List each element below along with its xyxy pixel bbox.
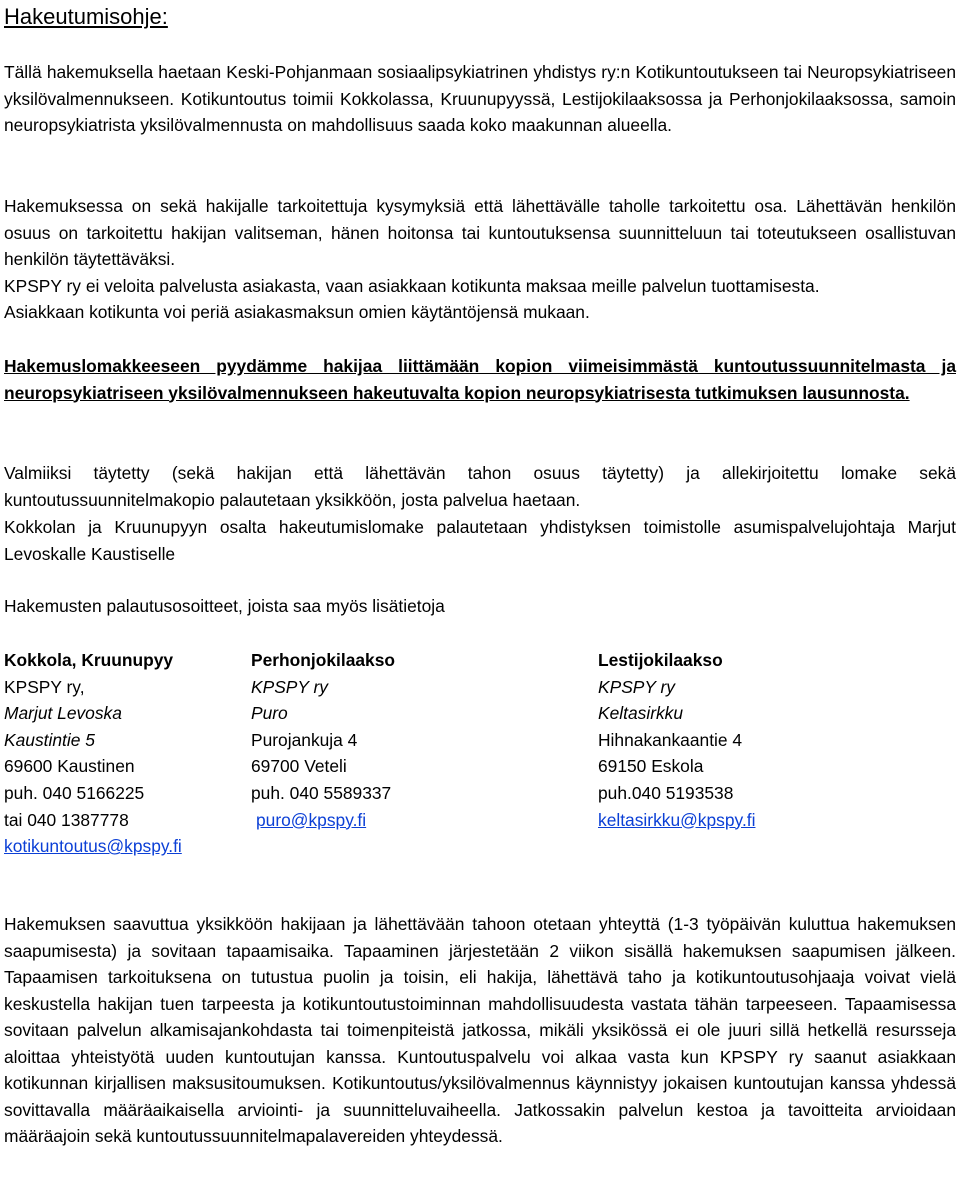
office-email-link[interactable]: keltasirkku@kpspy.fi	[598, 809, 756, 830]
office-name: Lestijokilaakso	[598, 650, 723, 670]
office-org: KPSPY ry,	[4, 676, 85, 697]
office-postal: 69600 Kaustinen	[4, 756, 135, 777]
kokkola-return-instructions: Kokkolan ja Kruunupyyn osalta hakeutumislomake palautetaan yhdistyksen toimistolle asumispalvelujohtaja Marjut Levoskalle Kaustiselle	[4, 517, 956, 564]
office-name: Perhonjokilaakso	[251, 650, 396, 670]
office-org: KPSPY ry	[598, 676, 676, 697]
office-postal: 69700 Veteli	[251, 756, 347, 777]
office-contact: Puro	[251, 703, 288, 724]
office-contact: Keltasirkku	[598, 703, 684, 724]
office-contact: Marjut Levoska	[4, 703, 122, 724]
office-street: Purojankuja 4	[251, 729, 358, 750]
sender-info-paragraph: Hakemuksessa on sekä hakijalle tarkoitettuja kysymyksiä että lähettävälle taholle tarkoitettu osa. Lähettävän henkilön osuus on tarkoitettu hakijan valitseman, hänen hoitonsa tai kuntoutuksensa suunnitteluun tai toteutukseen osallistuvan henkilön täytettäväksi.	[4, 196, 956, 269]
process-paragraph: Hakemuksen saavuttua yksikköön hakijaan ja lähettävään tahoon otetaan yhteyttä (1-3 työpäivän kuluttua hakemuksen saapumisesta) ja sovitaan tapaamisaika. Tapaaminen järjestetään 2 viikon sisällä hakemuksen saapumisen jälkeen. Tapaamisen tarkoituksena on tutustua puolin ja toisin, eli hakija, lähettävä taho ja kotikuntoutusohjaaja voivat vielä keskustella hakijan tuen tarpeesta ja kotikuntoutustoiminnan mahdollisuudesta vastata tähän tarpeeseen. Tapaamisessa sovitaan palvelun alkamisajankohdasta tai toimenpiteistä jatkossa, mikäli yksikössä ei ole juuri sillä hetkellä resursseja aloittaa yhteistyötä uuden kuntoutujan kanssa. Kuntoutuspalvelu voi alkaa vasta kun KPSPY ry saanut asiakkaan kotikunnan kirjallisen maksusitoumuksen. Kotikuntoutus/yksilövalmennus käynnistyy jokaisen kuntoutujan kanssa yhdessä sovittavalla määräaikaisella arviointi- ja suunnitteluvaiheella. Jatkossakin palvelun kestoa ja tavoitteita arvioidaan määräajoin sekä kuntoutussuunnitelmapalavereiden yhteydessä.	[4, 914, 956, 1146]
intro-paragraph: Tällä hakemuksella haetaan Keski-Pohjanmaan sosiaalipsykiatrinen yhdistys ry:n Kotikuntoutukseen tai Neuropsykiatriseen yksilövalmennukseen. Kotikuntoutus toimii Kokkolassa, Kruunupyyssä, Lestijokilaaksossa ja Perhonjokilaaksossa, samoin neuropsykiatrista yksilövalmennusta on mahdollisuus saada koko maakunnan alueella.	[4, 62, 956, 135]
office-phone: puh. 040 5589337	[251, 782, 392, 803]
office-name: Kokkola, Kruunupyy	[4, 650, 174, 670]
client-fee-paragraph: Asiakkaan kotikunta voi periä asiakasmaksun omien käytäntöjensä mukaan.	[4, 302, 590, 322]
billing-paragraph: KPSPY ry ei veloita palvelusta asiakasta, vaan asiakkaan kotikunta maksaa meille palvelun tuottamisesta.	[4, 276, 820, 296]
office-kokkola	[4, 647, 182, 860]
office-lestijokilaakso	[598, 647, 755, 833]
office-street: Kaustintie 5	[4, 729, 95, 750]
office-email-link[interactable]: puro@kpspy.fi	[256, 809, 367, 830]
attachment-notice: Hakemuslomakkeeseen pyydämme hakijaa liittämään kopion viimeisimmästä kuntoutussuunnitelmasta ja neuropsykiatriseen yksilövalmennukseen hakeutuvalta kopion neuropsykiatrisesta tutkimuksen lausunnosta.	[4, 356, 956, 403]
addresses-heading: Hakemusten palautusosoitteet, joista saa myös lisätietoja	[4, 596, 445, 616]
office-street: Hihnakankaantie 4	[598, 729, 743, 750]
office-email-link[interactable]: kotikuntoutus@kpspy.fi	[4, 836, 182, 857]
office-org: KPSPY ry	[251, 676, 329, 697]
office-phone: puh. 040 5166225	[4, 782, 145, 803]
office-perhonjokilaakso	[251, 647, 395, 833]
return-instructions: Valmiiksi täytetty (sekä hakijan että lähettävän tahon osuus täytetty) ja allekirjoitettu lomake sekä kuntoutussuunnitelmakopio palautetaan yksikköön, josta palvelua haetaan.	[4, 463, 956, 510]
office-postal: 69150 Eskola	[598, 756, 704, 777]
office-phone-alt: tai 040 1387778	[4, 809, 129, 830]
office-phone: puh.040 5193538	[598, 782, 734, 803]
page-title: Hakeutumisohje:	[4, 4, 168, 29]
